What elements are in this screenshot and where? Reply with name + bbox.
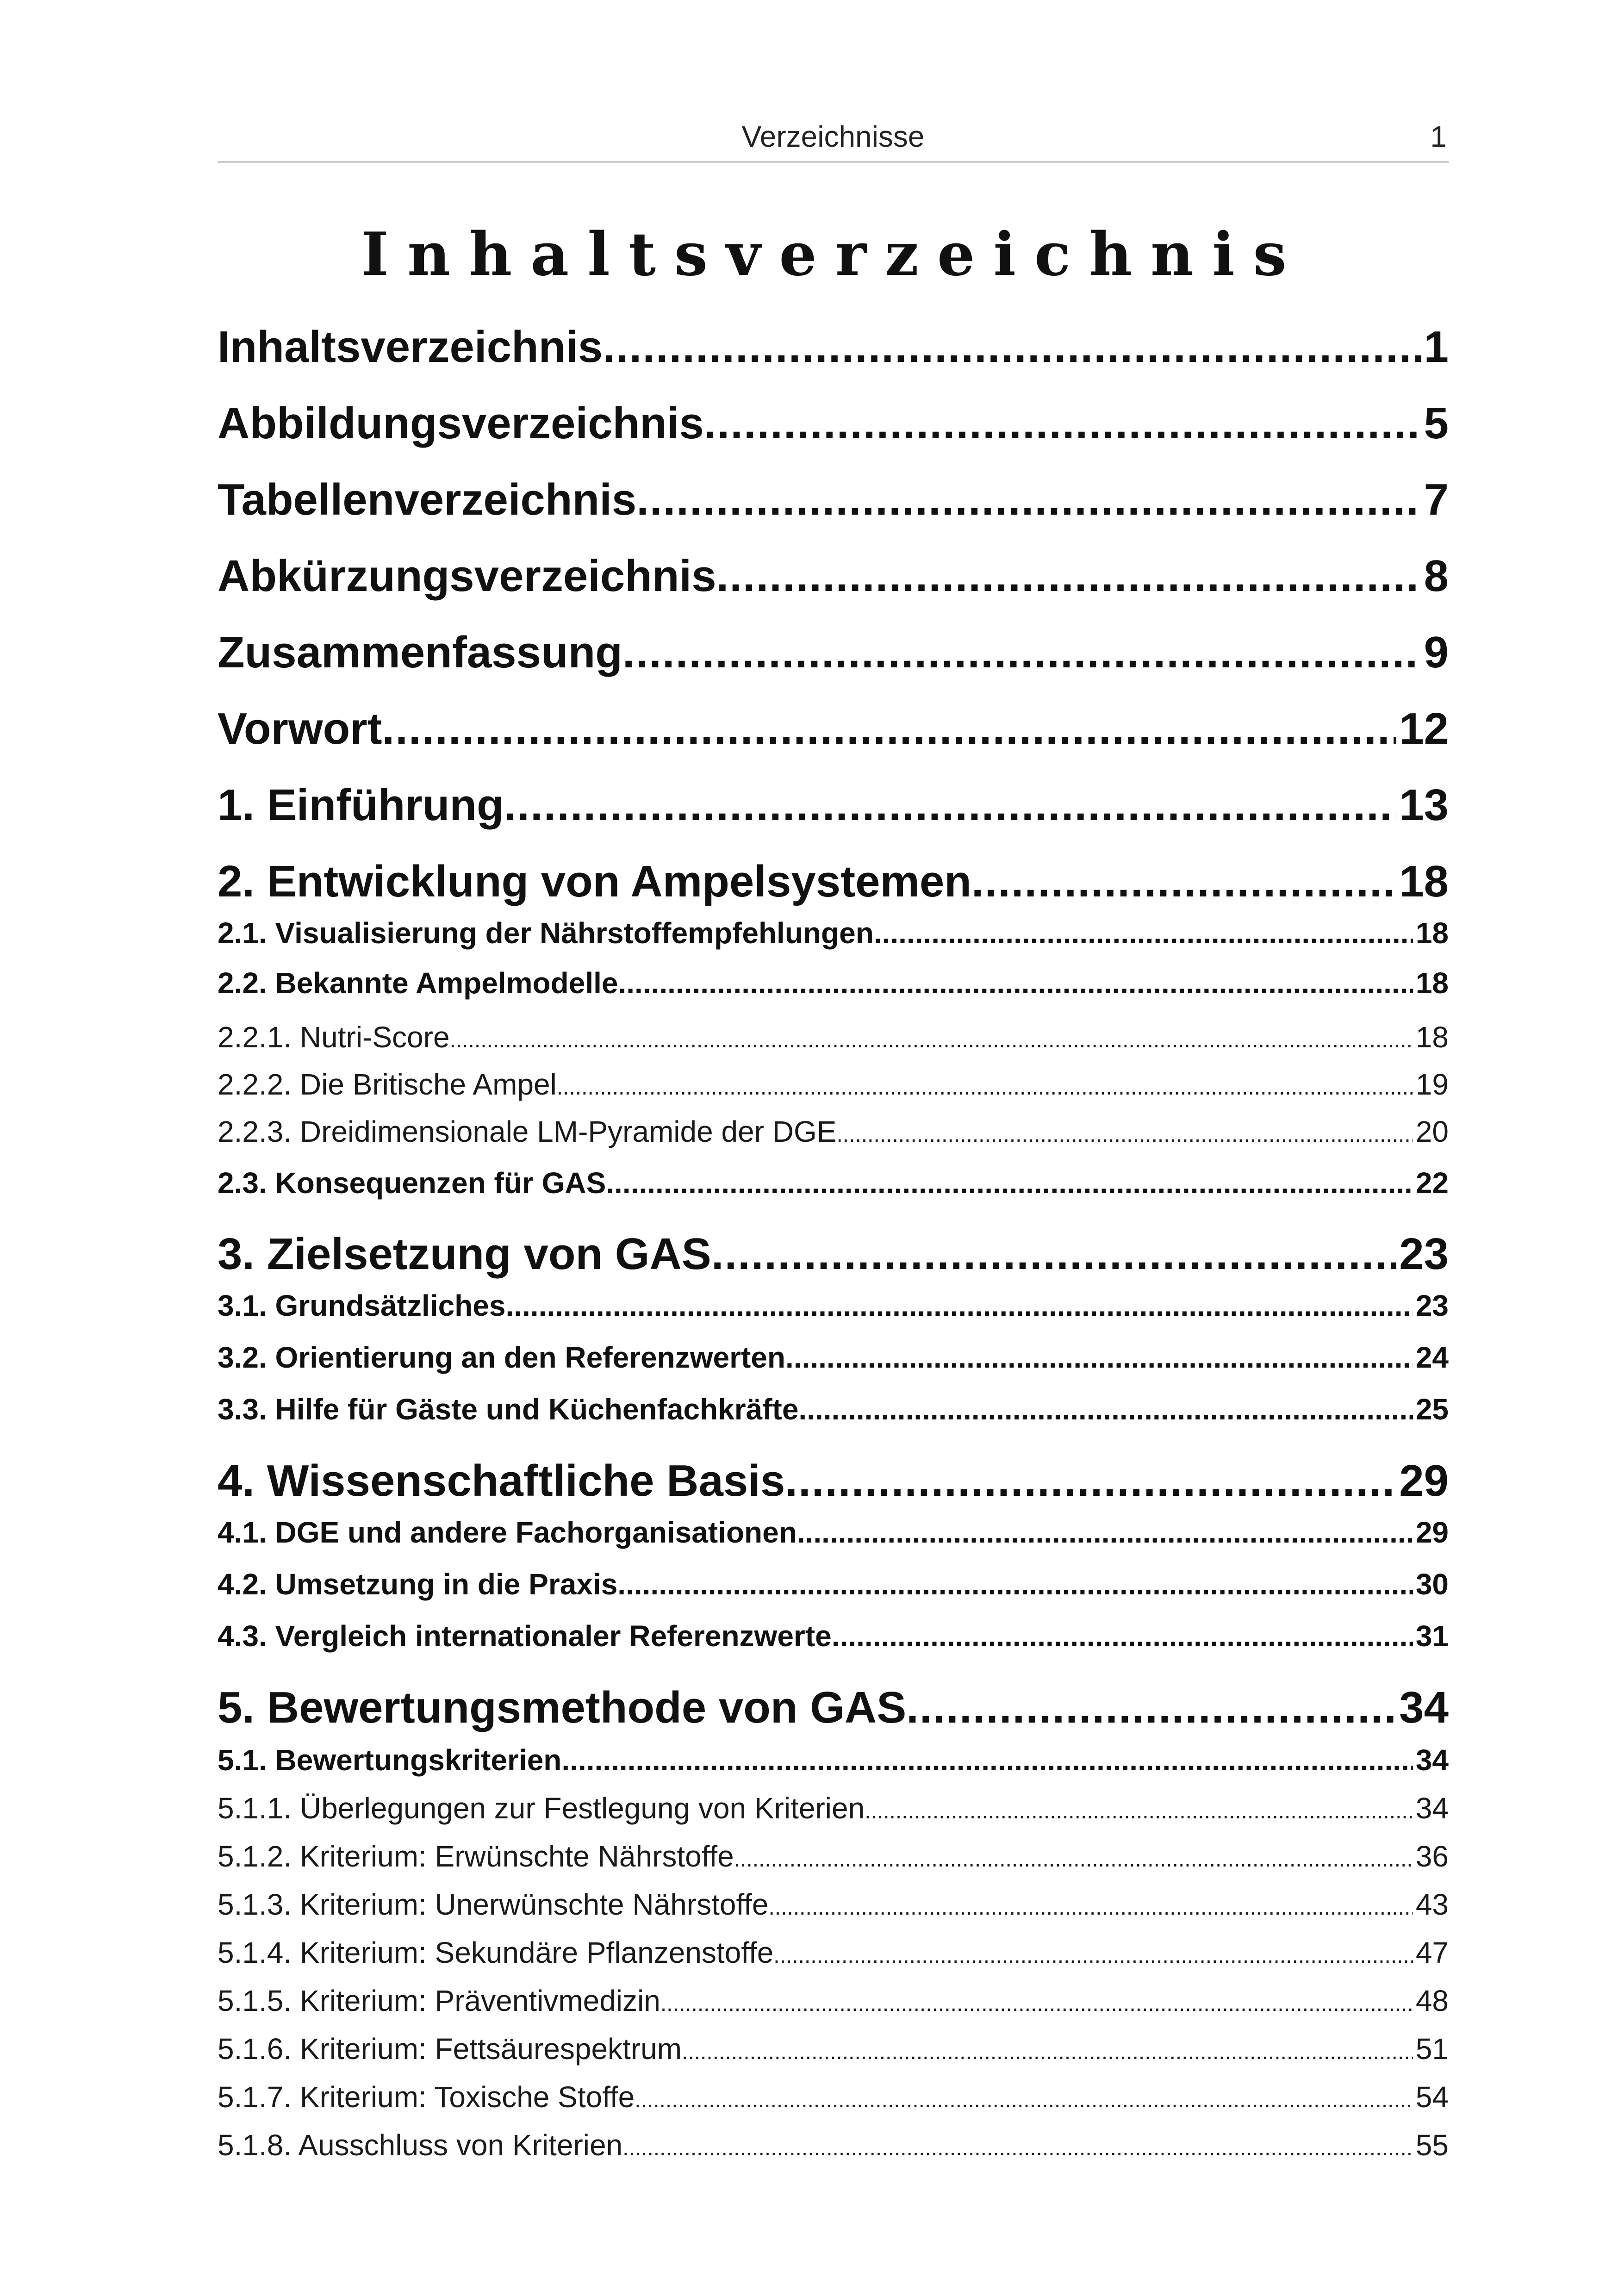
toc-entry[interactable] <box>218 1164 1449 1202</box>
toc-dot-leader <box>865 1792 1413 1827</box>
toc-entry-page: 34 <box>1399 1683 1449 1732</box>
toc-dot-leader <box>798 1390 1413 1428</box>
toc-dot-leader <box>618 964 1413 1002</box>
toc-entry[interactable] <box>218 1565 1449 1603</box>
toc-entry[interactable] <box>218 319 1449 375</box>
toc-entry-page: 5 <box>1424 398 1449 448</box>
toc-entry-label: 4.2. Umsetzung in die Praxis <box>218 1568 618 1601</box>
toc-entry-page: 20 <box>1415 1115 1449 1148</box>
toc-entry-label: 5.1.1. Überlegungen zur Festlegung von Kriterien <box>218 1792 865 1825</box>
toc-dot-leader <box>682 2033 1413 2068</box>
toc-entry-page: 18 <box>1415 966 1449 1000</box>
toc-entry-label: 1. Einführung <box>218 780 504 830</box>
toc-dot-leader <box>773 1937 1413 1972</box>
toc-dot-leader <box>971 854 1396 909</box>
toc-entry-page: 22 <box>1415 1166 1449 1200</box>
toc-dot-leader <box>561 1741 1413 1779</box>
toc-entry-page: 54 <box>1415 2080 1449 2114</box>
toc-entry-label: 5.1.8. Ausschluss von Kriterien <box>218 2128 623 2162</box>
toc-entry[interactable] <box>218 778 1449 833</box>
toc-entry-label: 3. Zielsetzung von GAS <box>218 1229 711 1279</box>
toc-entry-label: 4. Wissenschaftliche Basis <box>218 1456 785 1506</box>
toc-entry-label: 5.1.7. Kriterium: Toxische Stoffe <box>218 2080 635 2114</box>
toc-entry-page: 13 <box>1399 780 1449 830</box>
toc-entry[interactable] <box>218 1837 1449 1875</box>
toc-dot-leader <box>785 1453 1396 1509</box>
toc-entry-label: 5.1.4. Kriterium: Sekundäre Pflanzenstoffe <box>218 1936 774 1969</box>
toc-entry-label: 2.3. Konsequenzen für GAS <box>218 1166 606 1200</box>
toc-dot-leader <box>704 396 1421 451</box>
toc-dot-leader <box>734 1841 1413 1875</box>
toc-entry-label: 4.3. Vergleich internationaler Referenzwerte <box>218 1619 832 1653</box>
toc-entry-label: 5. Bewertungsmethode von GAS <box>218 1683 907 1732</box>
toc-dot-leader <box>603 319 1421 375</box>
toc-entry[interactable] <box>218 548 1449 604</box>
toc-dot-leader <box>785 1338 1413 1376</box>
toc-entry[interactable] <box>218 2126 1449 2164</box>
toc-entry-page: 55 <box>1415 2128 1449 2162</box>
toc-dot-leader <box>636 472 1421 528</box>
toc-entry-label: Vorwort <box>218 704 382 753</box>
toc-dot-leader <box>504 778 1397 833</box>
toc-entry-page: 24 <box>1415 1341 1449 1374</box>
toc-entry-page: 43 <box>1415 1888 1449 1921</box>
toc-dot-leader <box>606 1164 1413 1202</box>
toc-entry-page: 23 <box>1399 1229 1449 1279</box>
toc-dot-leader <box>768 1889 1413 1923</box>
toc-entry[interactable] <box>218 1982 1449 2020</box>
toc-entry-page: 30 <box>1415 1568 1449 1601</box>
header-title: Verzeichnisse <box>741 120 925 153</box>
toc-entry-page: 1 <box>1424 322 1449 372</box>
toc-entry[interactable] <box>218 1513 1449 1551</box>
toc-entry-page: 51 <box>1415 2032 1449 2066</box>
toc-dot-leader <box>617 1565 1413 1603</box>
toc-dot-leader <box>660 1985 1413 2020</box>
toc-entry[interactable] <box>218 1789 1449 1827</box>
toc-entry[interactable] <box>218 1885 1449 1923</box>
toc-entry-page: 12 <box>1399 704 1449 753</box>
toc-dot-leader <box>832 1617 1413 1655</box>
toc-entry-label: 5.1.2. Kriterium: Erwünschte Nährstoffe <box>218 1840 734 1873</box>
toc-entry-page: 8 <box>1424 551 1449 601</box>
toc-entry-page: 9 <box>1424 628 1449 677</box>
toc-entry-label: 3.3. Hilfe für Gäste und Küchenfachkräfte <box>218 1393 799 1426</box>
toc-entry-page: 34 <box>1415 1792 1449 1825</box>
toc-entry-label: 4.1. DGE und andere Fachorganisationen <box>218 1516 797 1549</box>
toc-entry[interactable] <box>218 1065 1449 1103</box>
toc-entry-page: 48 <box>1415 1984 1449 2017</box>
toc-entry[interactable] <box>218 625 1449 680</box>
toc-entry-page: 29 <box>1415 1516 1449 1549</box>
toc-entry-page: 7 <box>1424 475 1449 524</box>
toc-dot-leader <box>505 1287 1413 1325</box>
toc-entry-label: Abbildungsverzeichnis <box>218 398 704 448</box>
toc-dot-leader <box>382 701 1397 757</box>
toc-entry[interactable] <box>218 1453 1449 1509</box>
toc-entry-label: 5.1.5. Kriterium: Präventivmedizin <box>218 1984 660 2017</box>
toc-entry-label: 3.1. Grundsätzliches <box>218 1289 506 1322</box>
header-page-number: 1 <box>1430 120 1447 153</box>
toc-dot-leader <box>635 2081 1413 2116</box>
toc-dot-leader <box>557 1069 1413 1103</box>
toc-entry-page: 23 <box>1415 1289 1449 1322</box>
toc-entry[interactable] <box>218 1390 1449 1428</box>
toc-entry-page: 29 <box>1399 1456 1449 1506</box>
toc-entry[interactable] <box>218 1741 1449 1779</box>
toc-entry[interactable] <box>218 854 1449 909</box>
toc-entry-page: 19 <box>1415 1068 1449 1101</box>
toc-entry[interactable] <box>218 2078 1449 2116</box>
toc-dot-leader <box>797 1513 1413 1551</box>
toc-entry[interactable] <box>218 964 1449 1002</box>
toc-entry-page: 36 <box>1415 1840 1449 1873</box>
toc-entry-page: 47 <box>1415 1936 1449 1969</box>
toc-entry[interactable] <box>218 472 1449 528</box>
toc-entry-label: 2.2.3. Dreidimensionale LM-Pyramide der DGE <box>218 1115 837 1148</box>
toc-entry-label: Tabellenverzeichnis <box>218 475 637 524</box>
running-header <box>218 118 1449 160</box>
toc-dot-leader <box>906 1680 1396 1736</box>
toc-entry-label: Zusammenfassung <box>218 628 622 677</box>
toc-entry-page: 18 <box>1415 916 1449 950</box>
toc-entry[interactable] <box>218 1113 1449 1151</box>
toc-entry[interactable] <box>218 1617 1449 1655</box>
toc-entry[interactable] <box>218 1338 1449 1376</box>
toc-entry-label: 5.1. Bewertungskriterien <box>218 1743 562 1777</box>
header-rule <box>218 161 1449 163</box>
toc-dot-leader <box>716 548 1421 604</box>
page-title: Inhaltsverzeichnis <box>361 220 1305 289</box>
toc-entry-label: 2.2.1. Nutri-Score <box>218 1020 450 1054</box>
toc-entry-label: 2. Entwicklung von Ampelsystemen <box>218 857 971 906</box>
toc-entry-page: 18 <box>1399 857 1449 906</box>
toc-dot-leader <box>450 1021 1413 1056</box>
toc-entry[interactable] <box>218 1934 1449 1972</box>
toc-entry-label: 5.1.6. Kriterium: Fettsäurespektrum <box>218 2032 682 2066</box>
toc-dot-leader <box>622 625 1421 680</box>
toc-entry-label: 2.2. Bekannte Ampelmodelle <box>218 966 618 1000</box>
toc-entry-page: 31 <box>1415 1619 1449 1653</box>
toc-entry[interactable] <box>218 1018 1449 1056</box>
toc-entry[interactable] <box>218 701 1449 757</box>
toc-entry-label: 3.2. Orientierung an den Referenzwerten <box>218 1341 785 1374</box>
toc-entry-page: 18 <box>1415 1020 1449 1054</box>
toc-dot-leader <box>711 1226 1396 1282</box>
toc-entry-label: 2.2.2. Die Britische Ampel <box>218 1068 557 1101</box>
toc-dot-leader <box>622 2129 1413 2164</box>
toc-entry-label: Inhaltsverzeichnis <box>218 322 603 372</box>
toc-entry[interactable] <box>218 1680 1449 1736</box>
toc-entry-label: 2.1. Visualisierung der Nährstoffempfehlungen <box>218 916 874 950</box>
toc-entry-label: Abkürzungsverzeichnis <box>218 551 716 601</box>
toc-entry-label: 5.1.3. Kriterium: Unerwünschte Nährstoffe <box>218 1888 769 1921</box>
toc-entry-page: 25 <box>1415 1393 1449 1426</box>
toc-dot-leader <box>874 914 1413 952</box>
toc-entry[interactable] <box>218 1287 1449 1325</box>
toc-entry[interactable] <box>218 2030 1449 2068</box>
toc-entry[interactable] <box>218 914 1449 952</box>
toc-entry-page: 34 <box>1415 1743 1449 1777</box>
toc-dot-leader <box>836 1116 1413 1151</box>
toc-entry[interactable] <box>218 396 1449 451</box>
toc-entry[interactable] <box>218 1226 1449 1282</box>
